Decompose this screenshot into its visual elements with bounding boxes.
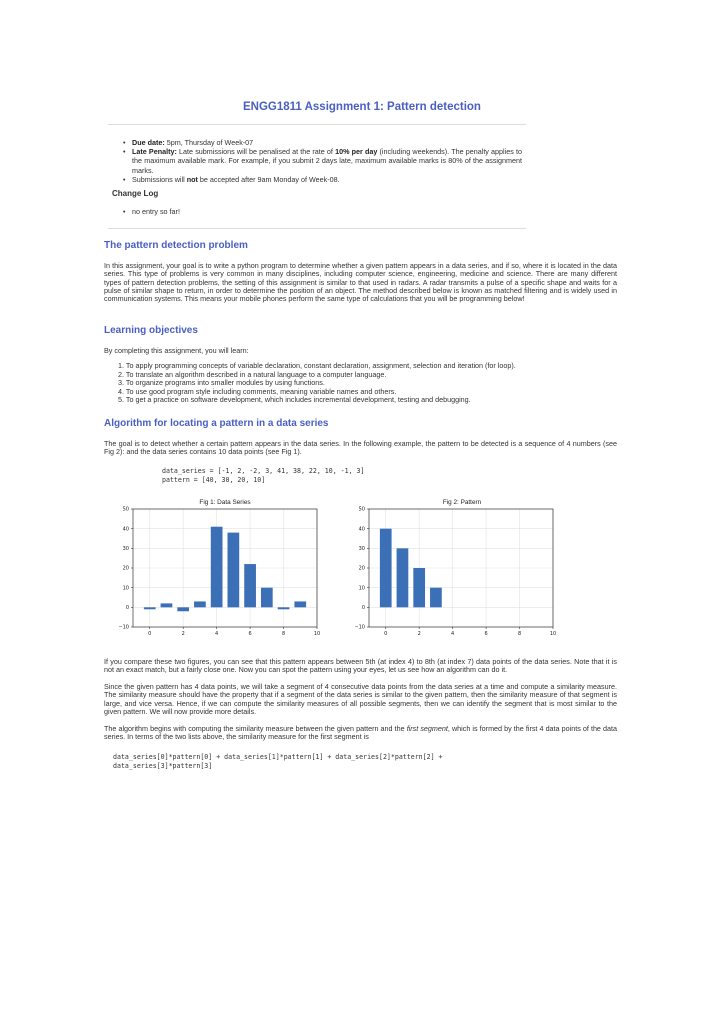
y-tick-label: 10 <box>122 585 129 592</box>
assignment-details-list <box>132 138 522 184</box>
bar <box>294 601 306 607</box>
algorithm-heading: Algorithm for locating a pattern in a data series <box>104 418 329 429</box>
bar <box>397 548 409 607</box>
fig2-bar-chart <box>346 505 561 635</box>
objective-item: 2. To translate an algorithm described in a natural language to a computer language. <box>118 369 387 379</box>
bar <box>228 533 240 608</box>
y-tick-label: 30 <box>358 546 365 553</box>
x-tick-label: 0 <box>384 631 388 637</box>
bar <box>278 607 290 609</box>
fig2-title: Fig 2: Pattern <box>442 499 482 506</box>
bar <box>194 601 206 607</box>
submission-item <box>132 175 522 184</box>
x-tick-label: 0 <box>148 631 152 637</box>
problem-paragraph: In this assignment, your goal is to write a python program to determine whether a given pattern appears in a data series, and if so, where it is located in the data series. This type of problems is very common in many disciplines, including computer science, engineering, medicine and science. There are many different types of pattern detection problems, the setting of this assignment is similar to that used in radars. A radar transmits a pulse of a specific shape and waits for a pulse of similar shape to return, in order to determine the position of an object. The method described below is known as matched filtering and is widely used in communication systems. This means your mobile phones perform the same type of calculations that you will be programming below! <box>104 261 617 304</box>
late-penalty-label: Late Penalty: <box>132 147 177 157</box>
late-penalty-text-2: (including weekends). The penalty applies to the maximum available mark. For example, if you submit 2 days late, maximum available marks is 80% of the assignment marks. <box>132 147 522 175</box>
x-tick-label: 4 <box>451 631 455 637</box>
y-tick-label: 30 <box>122 546 129 553</box>
y-tick-label: 50 <box>122 506 129 513</box>
due-date-item <box>132 138 522 147</box>
submission-text: Submissions will <box>132 174 187 184</box>
y-tick-label: −10 <box>354 624 365 631</box>
changelog-entry: • no entry so far! <box>132 207 180 216</box>
y-tick-label: 50 <box>358 506 365 513</box>
code-line: data_series[0]*pattern[0] + data_series[1]*pattern[1] + data_series[2]*pattern[2] + <box>113 753 443 761</box>
y-tick-label: 0 <box>361 605 365 612</box>
bar <box>380 529 392 608</box>
compare-paragraph: If you compare these two figures, you can see that this pattern appears between 5th (at index 4) to 8th (at index 7) data points of the data series. Note that it is not an exact match, but a fairly close one. Now you can spot the pattern using your eyes, let us see how an algorithm can do it. <box>104 657 617 675</box>
code-line: data_series = [-1, 2, -2, 3, 41, 38, 22, 10, -1, 3] <box>162 467 365 475</box>
y-tick-label: −10 <box>118 624 129 631</box>
fig1-title: Fig 1: Data Series <box>199 499 251 506</box>
y-tick-label: 20 <box>358 565 365 572</box>
y-tick-label: 40 <box>358 526 365 533</box>
late-penalty-text: Late submissions will be penalised at the rate of <box>176 147 336 157</box>
code-line: data_series[3]*pattern[3] <box>113 762 213 770</box>
bar <box>211 527 223 608</box>
objectives-heading: Learning objectives <box>104 325 198 336</box>
bar <box>244 564 256 607</box>
code-block-similarity <box>113 753 443 771</box>
y-tick-label: 0 <box>125 605 129 612</box>
objective-item: 1. To apply programming concepts of variable declaration, constant declaration, assignment, selection and iteration (for loop). <box>118 361 516 370</box>
x-tick-label: 4 <box>215 631 219 637</box>
changelog-heading: Change Log <box>112 189 159 198</box>
x-tick-label: 2 <box>417 631 421 637</box>
bar <box>413 568 425 607</box>
fig1-bar-chart <box>110 505 325 635</box>
submission-not: not <box>186 174 198 184</box>
algorithm-begins-paragraph <box>104 725 617 742</box>
x-tick-label: 8 <box>281 631 286 637</box>
begins-emphasis: first segment <box>406 724 448 733</box>
bar <box>144 607 156 609</box>
submission-text-2: be accepted after 9am Monday of Week-08. <box>197 174 340 184</box>
page-title: ENGG1811 Assignment 1: Pattern detection <box>243 101 481 113</box>
bar <box>177 607 189 611</box>
x-tick-label: 6 <box>484 631 488 637</box>
due-date-label: Due date: <box>132 138 165 147</box>
bar <box>261 588 273 608</box>
objective-item: 4. To use good program style including comments, meaning variable names and others. <box>118 386 397 396</box>
problem-heading: The pattern detection problem <box>104 240 248 251</box>
segment-paragraph: Since the given pattern has 4 data points, we will take a segment of 4 consecutive data points from the data series at a time and compute a similarity measure. The similarity measure should have the property that if a segment of the data series is similar to the given pattern, then the similarity measure of that segment is large, and vice versa. Hence, if we can compute the similarity measures of all possible segments, then we can identify the segment that is most similar to the given pattern. We will now provide more details. <box>104 682 617 716</box>
algorithm-intro: The goal is to detect whether a certain pattern appears in the data series. In the following example, the pattern to be detected is a sequence of 4 numbers (see Fig 2): and the data series contains 10 data points (see Fig 1). <box>104 439 617 457</box>
divider <box>108 228 526 229</box>
y-tick-label: 20 <box>122 565 129 572</box>
code-line: pattern = [40, 30, 20, 10] <box>162 476 266 484</box>
y-tick-label: 10 <box>358 585 365 592</box>
objective-item: 3. To organize programs into smaller modules by using functions. <box>118 378 325 387</box>
y-tick-label: 40 <box>122 526 129 533</box>
late-penalty-item <box>132 147 522 175</box>
objectives-list <box>118 362 516 405</box>
x-tick-label: 10 <box>313 631 321 637</box>
x-tick-label: 8 <box>517 631 522 637</box>
divider <box>108 124 526 125</box>
x-tick-label: 10 <box>549 631 557 637</box>
begins-text: The algorithm begins with computing the similarity measure between the given pattern and the <box>104 724 407 733</box>
bar <box>161 603 173 607</box>
x-tick-label: 6 <box>248 631 252 637</box>
late-penalty-rate: 10% per day <box>335 147 378 157</box>
objectives-intro: By completing this assignment, you will learn: <box>104 346 249 355</box>
x-tick-label: 2 <box>181 631 185 637</box>
objective-item: 5. To get a practice on software development, which includes incremental development, testing and debugging. <box>118 395 471 404</box>
code-block-data <box>162 467 364 485</box>
bar <box>430 588 442 608</box>
begins-text-2: , which is formed by the first 4 data points of the data series. In terms of the two lists above, the similarity measure for the first segment is <box>104 724 617 742</box>
due-date-text: 5pm, Thursday of Week-07 <box>164 138 254 147</box>
